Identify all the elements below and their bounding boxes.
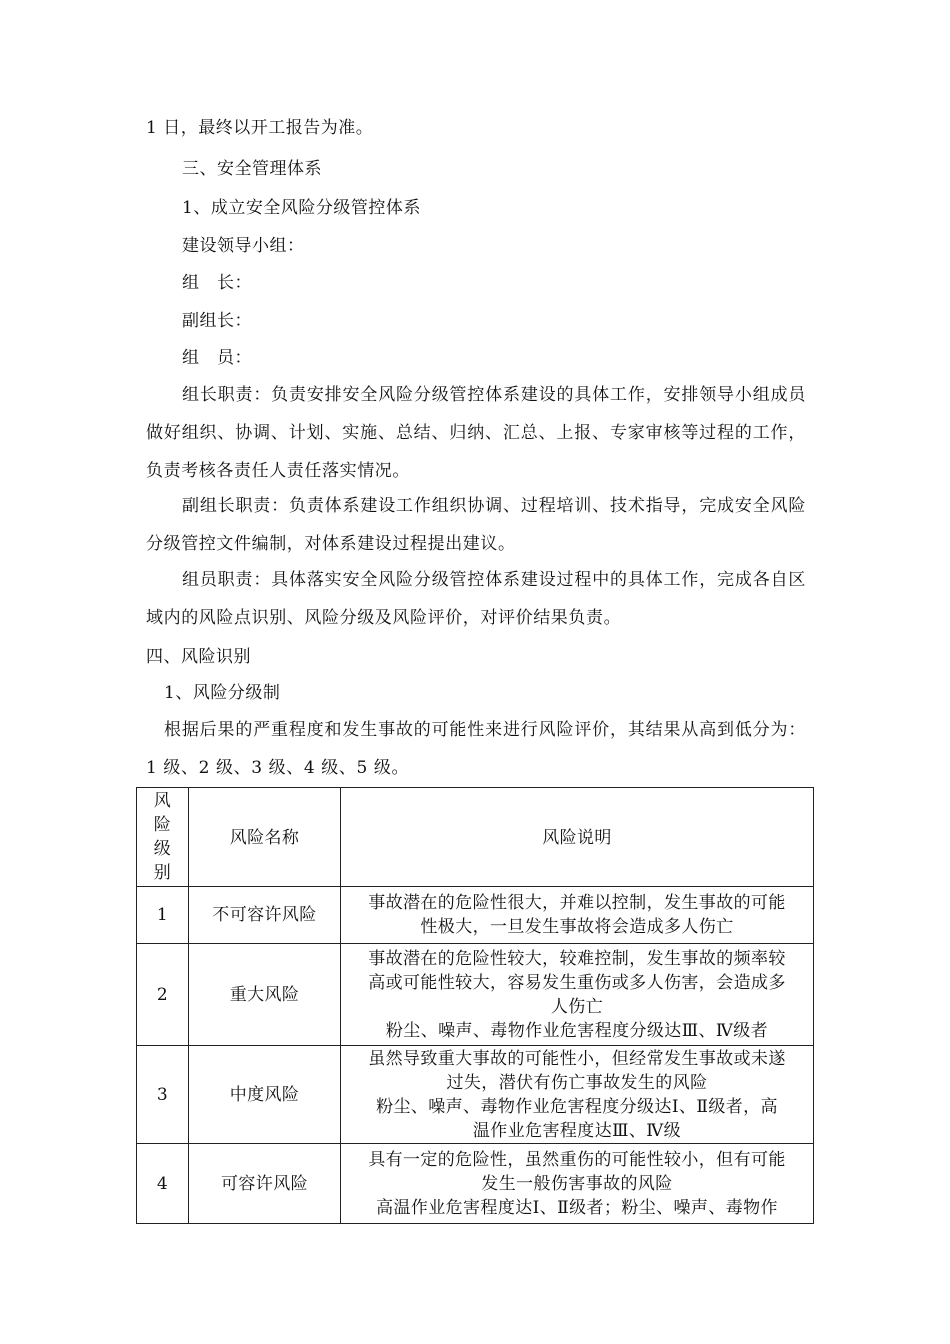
risk-level-table: [136, 787, 814, 1224]
text-group-members: 组 员：: [182, 348, 252, 368]
cell-level: 3: [137, 1046, 189, 1144]
paragraph-risk-evaluation: 根据后果的严重程度和发生事故的可能性来进行风险评价，其结果从高到低分为：1 级、2 级、3 级、4 级、5 级。: [146, 720, 806, 778]
table-row: [137, 1144, 814, 1224]
header-risk-name: 风险名称: [189, 788, 341, 887]
subheading-risk-grading: 1、风险分级制: [164, 683, 281, 703]
table-row: [137, 944, 814, 1046]
cell-risk-name: 不可容许风险: [189, 887, 341, 944]
header-risk-description: 风险说明: [341, 788, 814, 887]
cell-risk-description: 事故潜在的危险性较大，较难控制，发生事故的频率较 高或可能性较大，容易发生重伤或多人伤害，会造成多 人伤亡 粉尘、噪声、毒物作业危害程度分级达Ⅲ、Ⅳ级者: [341, 944, 814, 1046]
table-row: [137, 1046, 814, 1144]
table-header-row: [137, 788, 814, 887]
cell-risk-description: 虽然导致重大事故的可能性小，但经常发生事故或未遂 过失，潜伏有伤亡事故发生的风险 粉尘、噪声、毒物作业危害程度分级达Ⅰ、Ⅱ级者，高 温作业危害程度达Ⅲ、Ⅳ级: [341, 1046, 814, 1144]
cell-risk-description: 事故潜在的危险性很大，并难以控制，发生事故的可能 性极大，一旦发生事故将会造成多人伤亡: [341, 887, 814, 944]
cell-level: 2: [137, 944, 189, 1046]
cell-risk-description: 具有一定的危险性，虽然重伤的可能性较小，但有可能 发生一般伤害事故的风险 高温作业危害程度达Ⅰ、Ⅱ级者；粉尘、噪声、毒物作: [341, 1144, 814, 1224]
section-heading-safety-system: 三、安全管理体系: [182, 159, 322, 179]
paragraph-deputy-duties: 副组长职责：负责体系建设工作组织协调、过程培训、技术指导，完成安全风险分级管控文件编制，对体系建设过程提出建议。: [146, 496, 806, 554]
cell-risk-name: 中度风险: [189, 1046, 341, 1144]
text-line-completion-date: 1 日，最终以开工报告为准。: [146, 118, 374, 138]
cell-risk-name: 重大风险: [189, 944, 341, 1046]
subheading-risk-control-system: 1、成立安全风险分级管控体系: [182, 198, 421, 218]
header-risk-level: 风 险 级 别: [137, 788, 189, 887]
paragraph-leader-duties: 组长职责：负责安排安全风险分级管控体系建设的具体工作，安排领导小组成员做好组织、协调、计划、实施、总结、归纳、汇总、上报、专家审核等过程的工作，负责考核各责任人责任落实情况。: [146, 385, 806, 481]
text-leading-group: 建设领导小组：: [182, 236, 305, 256]
paragraph-member-duties: 组员职责：具体落实安全风险分级管控体系建设过程中的具体工作，完成各自区域内的风险点识别、风险分级及风险评价，对评价结果负责。: [146, 570, 806, 628]
section-heading-risk-identification: 四、风险识别: [146, 647, 251, 667]
cell-level: 4: [137, 1144, 189, 1224]
text-deputy-leader: 副组长：: [182, 311, 252, 331]
cell-risk-name: 可容许风险: [189, 1144, 341, 1224]
text-group-leader: 组 长：: [182, 273, 252, 293]
table-row: [137, 887, 814, 944]
cell-level: 1: [137, 887, 189, 944]
